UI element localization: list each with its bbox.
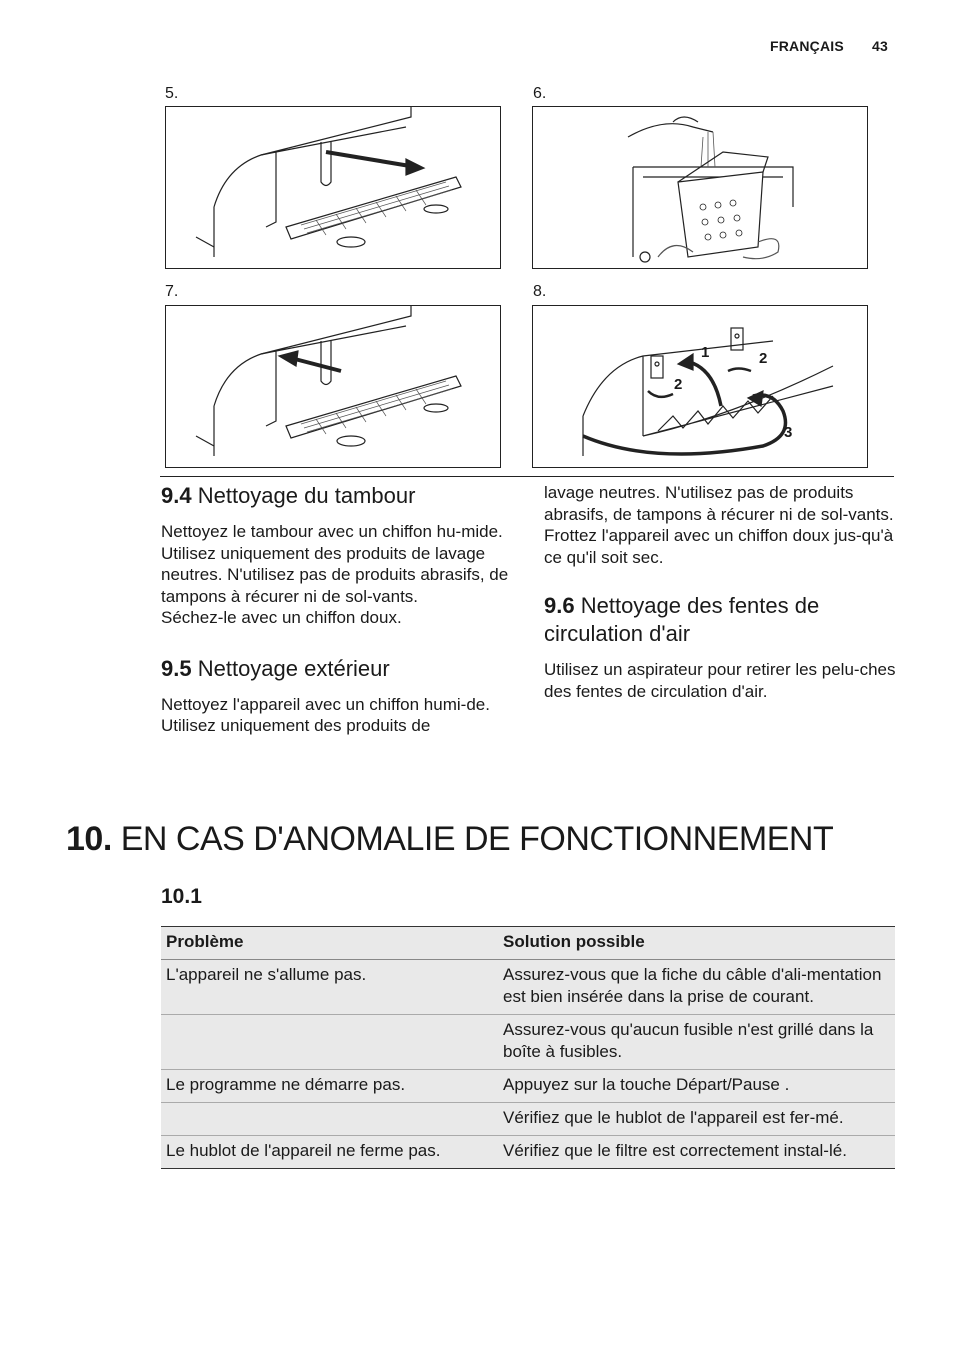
table-row: [161, 960, 895, 1015]
problem-cell: Le hublot de l'appareil ne ferme pas.: [161, 1136, 498, 1169]
fig8-num-2a: 2: [759, 350, 768, 367]
section-9-6-text: Utilisez un aspirateur pour retirer les pelu-ches des fentes de circulation d'air.: [544, 660, 896, 701]
figure-label-7: 7.: [165, 283, 179, 300]
column-header-solution: Solution possible: [498, 927, 895, 960]
table-row: [161, 1103, 895, 1136]
section-9-5-heading: 9.5 Nettoyage extérieur: [161, 655, 390, 681]
section-9-4-text: Nettoyez le tambour avec un chiffon hu-mide. Utilisez uniquement des produits de lavage neutres. N'utilisez pas de produits abrasifs, de tampons à récurer ni de sol-vants.: [161, 522, 509, 606]
figure-label-5: 5.: [165, 85, 179, 102]
figure-5-filter-removal: [165, 106, 501, 269]
table-row: [161, 1015, 895, 1070]
column-header-problem: Problème: [161, 927, 498, 960]
left-column: [161, 482, 516, 737]
table-row: [161, 1136, 895, 1169]
figure-label-6: 6.: [533, 85, 547, 102]
section-9-4-text-2: Séchez-le avec un chiffon doux.: [161, 608, 402, 627]
right-column: [544, 482, 899, 702]
table-row: [161, 1070, 895, 1103]
solution-cell: Vérifiez que le filtre est correctement instal-lé.: [498, 1136, 895, 1169]
table-header-row: [161, 927, 895, 960]
figure-7-filter-insert: [165, 305, 501, 468]
figure-8-filter-lock: [532, 305, 868, 468]
fig8-num-3: 3: [784, 424, 793, 441]
page-number: 43: [872, 38, 888, 54]
section-9-4-heading: 9.4 Nettoyage du tambour: [161, 483, 416, 508]
section-9-5-text-2: Frottez l'appareil avec un chiffon doux jus-qu'à ce qu'il soit sec.: [544, 526, 894, 567]
language-label: FRANÇAIS: [769, 38, 844, 54]
problem-cell: L'appareil ne s'allume pas.: [161, 960, 498, 1015]
figure-6-filter-rinsing: [532, 106, 868, 269]
section-divider: [160, 476, 894, 477]
troubleshooting-table: [161, 926, 895, 1169]
section-9-5-text: Nettoyez l'appareil avec un chiffon humi-de. Utilisez uniquement des produits de: [161, 694, 490, 735]
fig8-num-2b: 2: [674, 376, 683, 393]
solution-cell: Assurez-vous qu'aucun fusible n'est grillé dans la boîte à fusibles.: [498, 1015, 895, 1070]
subsection-heading: 10.1: [161, 885, 202, 908]
solution-cell: Appuyez sur la touche Départ/Pause .: [498, 1070, 895, 1103]
solution-cell: Assurez-vous que la fiche du câble d'ali-mentation est bien insérée dans la prise de courant.: [498, 960, 895, 1015]
section-9-6-heading: 9.6 Nettoyage des fentes de circulation d'air: [544, 593, 820, 646]
section-9-5-text-cont: lavage neutres. N'utilisez pas de produits abrasifs, de tampons à récurer ni de sol-vants.: [544, 483, 894, 524]
problem-cell: [161, 1103, 498, 1136]
chapter-heading: 10. EN CAS D'ANOMALIE DE FONCTIONNEMENT: [66, 820, 834, 858]
problem-cell: Le programme ne démarre pas.: [161, 1070, 498, 1103]
figure-label-8: 8.: [533, 283, 547, 300]
fig8-num-1: 1: [701, 344, 710, 361]
solution-cell: Vérifiez que le hublot de l'appareil est fer-mé.: [498, 1103, 895, 1136]
page-header: [746, 38, 888, 54]
problem-cell: [161, 1015, 498, 1070]
